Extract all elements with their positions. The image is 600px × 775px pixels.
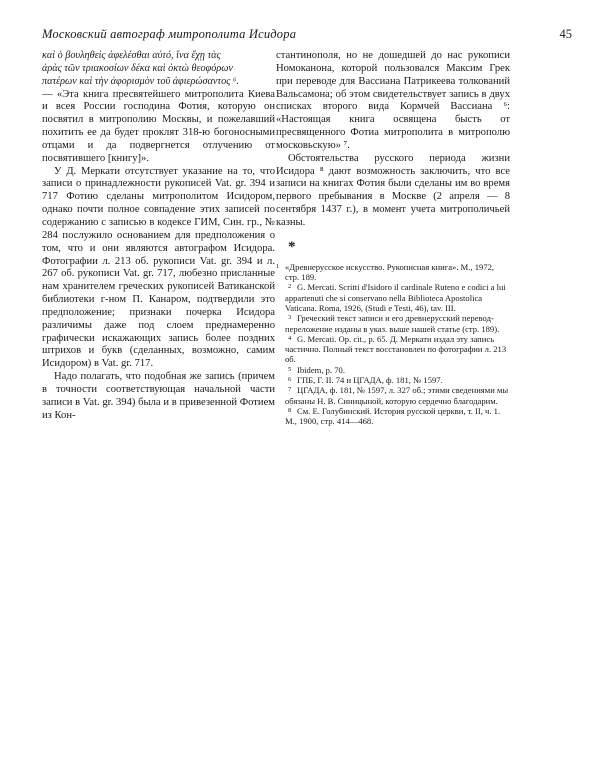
footnotes	[276, 262, 510, 427]
body-paragraph: стантинополя, но не дошедшей до нас рукописи Номоканона, которой пользовался Максим Грек при переводе для Вассиана Патрикеева толкований Вальсамона; об этом свидетельствует запись в двух списках второго вида Кормчей Вассиана ⁶: «Настоящая книга освящена бысть от пресвященного Фотиа митрополита в митрополю московьскую» ⁷.	[276, 50, 510, 151]
section-separator: *	[288, 238, 296, 255]
running-title: Московский автограф митрополита Исидора	[42, 27, 297, 41]
footnote-number: 2	[288, 283, 292, 291]
footnote-text: ЦГАДА, ф. 181, № 1597, л. 327 об.; этими сведениями мы обязаны Н. В. Синицыной, которую сердечно благодарим.	[285, 385, 509, 406]
footnote-number: 8	[288, 406, 292, 414]
footnote	[276, 313, 510, 334]
body-paragraph: У Д. Меркати отсутствует указание на то, что записи о принадлежности рукописей Vat. gr. 394 и 717 Фотию сделаны митрополитом Исидором, однако почти полное совпадение этих записей по содержанию с записью в кодексе ГИМ, Син. гр., № 284 послужило основанием для предположения о том, что и они являются автографом Исидора. Фотографии л. 213 об. рукописи Vat. gr. 394 и л. 267 об. рукописи Vat. gr. 717, любезно присланные нам хранителем греческих рукописей Ватиканской библиотеки г-ном П. Канаром, подтвердили это предположение; признаки почерка Исидора различимы даже под слоем преднамеренно графически искажающих запись более поздних штрихов и букв (сделанных, возможно, самим Исидором) в Vat. gr. 717.	[42, 165, 275, 370]
footnote-text: «Древнерусское искусство. Рукописная книга». М., 1972, стр. 189.	[285, 261, 495, 283]
right-column	[276, 50, 510, 427]
footnote-number: 5	[288, 365, 292, 373]
footnote	[276, 385, 510, 406]
footnote	[276, 365, 510, 375]
body-paragraph: Надо полагать, что подобная же запись (причем в точности соответствующая начальной части записи в Vat. gr. 394) была и в привезенной Фотием из Кон-	[42, 371, 275, 421]
footnote-text: См. Е. Голубинский. История русской церкви, т. II, ч. 1. М., 1900, стр. 414—468.	[285, 405, 501, 427]
greek-line: ἀρὰς τῶν τριακοσίων δέκα καὶ ὀκτὼ θεοφόρων	[42, 62, 233, 74]
greek-line: πατέρων καὶ τὴν ἀφορισμὸν τοῦ ἀφιερώσαντος ⁶.	[42, 75, 239, 87]
footnote-number: 7	[288, 386, 292, 394]
footnote-text: Ibidem, p. 70.	[297, 364, 345, 375]
footnote	[276, 282, 510, 313]
footnote-text: ГПБ, Г. II. 74 и ЦГАДА, ф. 181, № 1597.	[297, 375, 443, 386]
left-column	[42, 50, 275, 422]
footnote	[276, 262, 510, 283]
footnote-number: 3	[288, 314, 292, 322]
footnote	[276, 406, 510, 427]
footnote	[276, 375, 510, 385]
footnote-number: 1	[276, 262, 280, 270]
footnote-text: G. Mercati. Op. cit., p. 65. Д. Меркати издал эту запись частично. Полный текст восстановлен по фотографии л. 213 об.	[285, 333, 507, 365]
footnote-number: 6	[288, 376, 292, 384]
footnote-text: Греческий текст записи и его древнерусский перевод-переложение изданы в указ. выше нашей статье (стр. 189).	[285, 313, 500, 334]
footnote-number: 4	[288, 334, 292, 342]
page-number: 45	[559, 27, 572, 41]
footnote-text: G. Mercati. Scritti d'Isidoro il cardinale Ruteno e codici a lui appartenuti che si conservano nella Biblioteca Apostolica Vaticana. Roma, 1926, (Studi e Testi, 46), tav. III.	[285, 282, 506, 313]
footnote	[276, 334, 510, 365]
body-paragraph: Обстоятельства русского периода жизни Исидора ⁸ дают возможность заключить, что все записи на книгах Фотия были сделаны им во время первого пребывания в Москве (2 апреля — 8 сентября 1437 г.), в момент учета митрополичьей казны.	[276, 152, 510, 228]
greek-line: καὶ ὁ βουληθεὶς ἀφελέσθαι αὐτό, ἵνα ἔχῃ τὰς	[42, 50, 221, 61]
translation-paragraph: — «Эта книга пресвятейшего митрополита Киева и всея России господина Фотия, которую он посвятил в митрополию Москвы, и пожелавший похитить ее да будет проклят 318-ю богоносными отцами и да подвергнется отлучению от посвятившего [книгу]».	[42, 88, 275, 164]
page-header	[42, 27, 572, 45]
